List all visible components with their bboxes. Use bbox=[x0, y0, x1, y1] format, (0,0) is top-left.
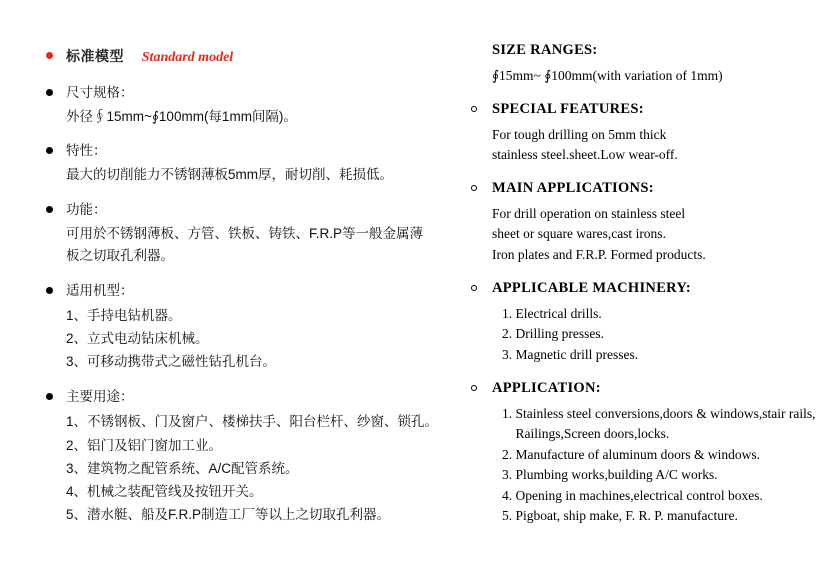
section-line: ∮15mm~ ∮100mm(with variation of 1mm) bbox=[492, 67, 723, 83]
section-size-ranges bbox=[470, 40, 820, 86]
section-line: 2. Manufacture of aluminum doors & windows. bbox=[502, 446, 760, 462]
section-line: 1、不锈钢板、门及窗户、楼梯扶手、阳台栏杆、纱窗、锁孔。 bbox=[66, 414, 439, 430]
section-label: 适用机型： bbox=[66, 282, 134, 298]
section-size-spec bbox=[44, 83, 444, 128]
section-heading: APPLICATION: bbox=[492, 380, 601, 397]
section-line: 2、立式电动钻床机械。 bbox=[66, 331, 209, 347]
right-column bbox=[470, 40, 820, 540]
bullet-icon bbox=[46, 206, 53, 213]
section-line: Railings,Screen doors,locks. bbox=[502, 426, 670, 442]
section-line: For tough drilling on 5mm thick bbox=[492, 126, 667, 142]
section-line: 最大的切削能力不锈钢薄板5mm厚，耐切削、耗损低。 bbox=[66, 167, 393, 183]
section-applicable-machines bbox=[44, 281, 444, 374]
title-zh: 标准模型 bbox=[66, 48, 124, 64]
section-line: 3、建筑物之配管系统、A/C配管系统。 bbox=[66, 460, 299, 476]
section-line: 外径∮15mm~∮100mm(每1mm间隔)。 bbox=[66, 108, 297, 124]
section-line: 4、机械之装配管线及按钮开关。 bbox=[66, 484, 263, 500]
section-heading: MAIN APPLICATIONS: bbox=[492, 180, 654, 197]
bullet-icon bbox=[471, 385, 477, 391]
section-label: 主要用途： bbox=[66, 389, 134, 405]
section-heading: APPLICABLE MACHINERY: bbox=[492, 279, 692, 296]
section-line: 3. Magnetic drill presses. bbox=[502, 346, 639, 362]
section-line: 可用於不锈钢薄板、方管、铁板、铸铁、F.R.P等一般金属薄 bbox=[66, 226, 424, 242]
standard-model-title bbox=[44, 46, 444, 69]
section-label: 特性： bbox=[66, 143, 107, 159]
section-heading: SPECIAL FEATURES: bbox=[492, 101, 644, 117]
bullet-icon bbox=[46, 287, 53, 294]
section-line: 4. Opening in machines,electrical control boxes. bbox=[502, 487, 763, 503]
section-line: 2. Drilling presses. bbox=[502, 326, 604, 342]
section-main-uses bbox=[44, 387, 444, 526]
section-line: For drill operation on stainless steel bbox=[492, 206, 686, 221]
title-en: Standard model bbox=[141, 50, 234, 65]
section-line: 5、潜水艇、船及F.R.P制造工厂等以上之切取孔利器。 bbox=[66, 507, 391, 523]
section-line: sheet or square wares,cast irons. bbox=[492, 226, 666, 242]
section-line: 3. Plumbing works,building A/C works. bbox=[502, 467, 718, 483]
bullet-icon bbox=[471, 285, 477, 291]
section-line: 1. Stainless steel conversions,doors & windows,stair rails, bbox=[502, 405, 816, 421]
bullet-icon bbox=[46, 52, 53, 59]
section-label: 尺寸规格： bbox=[66, 84, 134, 100]
section-line: Iron plates and F.R.P. Formed products. bbox=[492, 246, 706, 262]
section-line: 3、可移动携带式之磁性钻孔机台。 bbox=[66, 354, 277, 370]
section-line: 5. Pigboat, ship make, F. R. P. manufacture. bbox=[502, 508, 738, 524]
section-label: 功能： bbox=[66, 202, 107, 218]
section-applicable-machinery bbox=[470, 278, 820, 365]
section-line: stainless steel.sheet.Low wear-off. bbox=[492, 147, 678, 162]
section-line: 1、手持电钻机器。 bbox=[66, 307, 182, 323]
section-line: 2、铝门及铝门窗加工业。 bbox=[66, 437, 223, 453]
bullet-icon bbox=[471, 106, 477, 112]
section-main-applications bbox=[470, 178, 820, 265]
section-function bbox=[44, 200, 444, 267]
section-line: 板之切取孔利器。 bbox=[66, 248, 174, 264]
section-application bbox=[470, 378, 820, 527]
left-column bbox=[44, 46, 444, 540]
section-characteristics bbox=[44, 141, 444, 186]
section-special-features bbox=[470, 99, 820, 165]
bullet-icon bbox=[46, 147, 53, 154]
bullet-icon bbox=[471, 185, 477, 191]
section-heading: SIZE RANGES: bbox=[492, 42, 598, 58]
bullet-icon bbox=[46, 89, 53, 96]
section-line: 1. Electrical drills. bbox=[502, 305, 602, 321]
bullet-icon bbox=[46, 393, 53, 400]
